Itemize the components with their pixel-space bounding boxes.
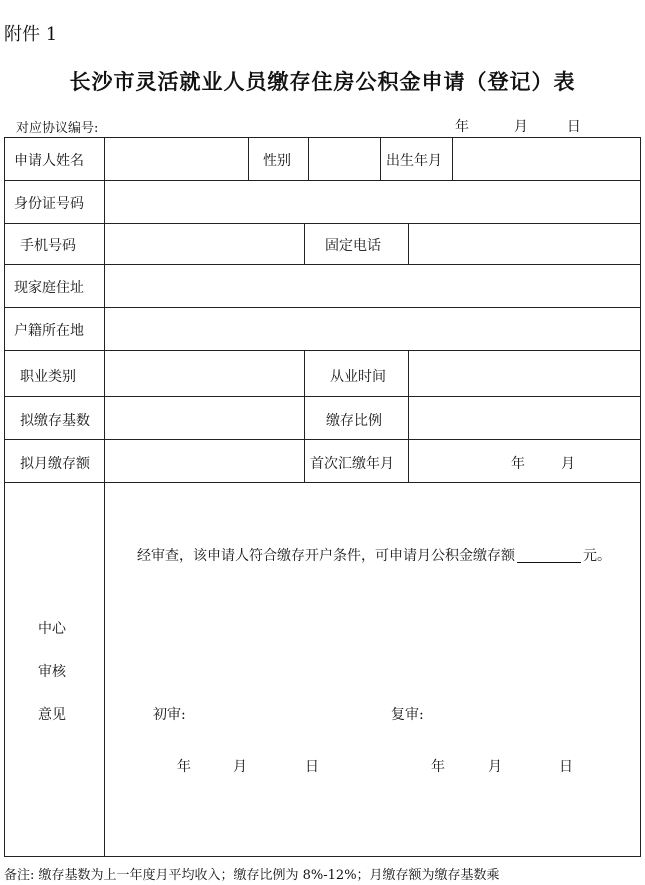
first-review-day: 日: [305, 759, 319, 775]
birth-input[interactable]: [453, 139, 640, 180]
first-review-year: 年: [177, 759, 191, 775]
amount-blank[interactable]: [517, 548, 581, 563]
field-label-work-time: 从业时间: [330, 369, 386, 385]
field-label-address: 现家庭住址: [14, 280, 84, 296]
field-label-landline: 固定电话: [325, 238, 381, 254]
review-label-2: 审核: [38, 664, 66, 680]
page-title: 长沙市灵活就业人员缴存住房公积金申请（登记）表: [69, 69, 576, 94]
address-input[interactable]: [105, 265, 640, 307]
review-unit: 元。: [583, 548, 611, 564]
form-border-bottom: [4, 856, 641, 857]
first-month-year: 年: [511, 456, 525, 472]
form-border-right: [640, 137, 641, 857]
header-date-day: 日: [566, 119, 581, 135]
field-label-occupation: 职业类别: [20, 369, 76, 385]
field-label-first-month: 首次汇缴年月: [310, 456, 394, 472]
hukou-input[interactable]: [105, 308, 640, 350]
field-label-name: 申请人姓名: [14, 153, 84, 169]
review-label-1: 中心: [38, 621, 66, 637]
row-divider: [4, 439, 641, 440]
first-review-label: 初审:: [153, 707, 186, 723]
second-review-label: 复审:: [391, 707, 424, 723]
col-divider: [380, 137, 381, 180]
field-label-ratio: 缴存比例: [326, 413, 382, 429]
ratio-input[interactable]: [409, 397, 640, 439]
protocol-number-label: 对应协议编号:: [16, 121, 99, 136]
header-date-year: 年: [455, 119, 469, 135]
field-label-monthly: 拟月缴存额: [20, 456, 90, 472]
second-review-year: 年: [431, 759, 445, 775]
field-label-gender: 性别: [263, 153, 291, 169]
landline-input[interactable]: [409, 224, 640, 264]
occupation-input[interactable]: [105, 351, 304, 396]
field-label-hukou: 户籍所在地: [14, 323, 84, 339]
attachment-label: 附件 1: [4, 24, 58, 45]
col-divider: [248, 137, 249, 180]
review-statement-text: 经审查，该申请人符合缴存开户条件，可申请月公积金缴存额: [137, 548, 515, 564]
field-label-birth: 出生年月: [386, 153, 442, 169]
base-input[interactable]: [105, 397, 304, 439]
header-date: [455, 116, 581, 136]
field-label-mobile: 手机号码: [20, 238, 76, 254]
col-divider: [304, 350, 305, 482]
id-number-input[interactable]: [105, 181, 640, 223]
form-border-top: [4, 137, 641, 138]
footer-note: 备注: 缴存基数为上一年度月平均收入；缴存比例为 8%-12%；月缴存额为缴存基数乘: [4, 868, 500, 883]
review-statement: [137, 545, 611, 565]
review-label-3: 意见: [38, 707, 66, 723]
field-label-base: 拟缴存基数: [20, 413, 90, 429]
work-time-input[interactable]: [409, 351, 640, 396]
header-date-month: 月: [513, 119, 528, 135]
field-label-id-number: 身份证号码: [14, 196, 84, 212]
col-divider: [304, 223, 305, 264]
mobile-input[interactable]: [105, 224, 304, 264]
first-review-month: 月: [233, 759, 247, 775]
name-input[interactable]: [104, 139, 248, 180]
monthly-input[interactable]: [105, 440, 304, 482]
first-month-month: 月: [561, 456, 575, 472]
form-border-left: [4, 137, 5, 857]
row-divider: [4, 482, 641, 483]
second-review-day: 日: [559, 759, 573, 775]
second-review-month: 月: [488, 759, 502, 775]
gender-input[interactable]: [309, 139, 380, 180]
